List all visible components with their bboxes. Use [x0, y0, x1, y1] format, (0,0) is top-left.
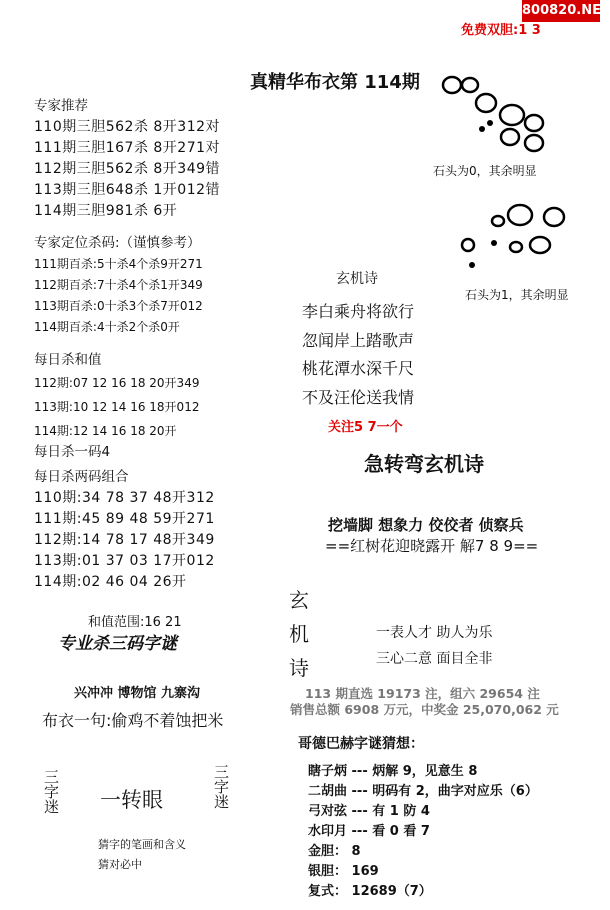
sum-range: 和值范围:16 21 — [88, 615, 182, 630]
position-kill-item: 112期百杀:7十杀4个杀1开349 — [34, 278, 203, 292]
poem-line: 不及汪伦送我情 — [302, 387, 415, 407]
goethe-item: 瞎子炳 --- 炳解 9，见意生 8 — [308, 764, 478, 779]
expert-item: 113期三胆648杀 1开012错 — [34, 182, 221, 198]
three-riddle-center: 一转眼 — [100, 788, 163, 812]
site-badge[interactable]: 800820.NET — [522, 0, 600, 22]
goethe-item: 银胆： 169 — [308, 864, 379, 879]
poem-line: 忽闻岸上踏歌声 — [302, 330, 415, 350]
daily-two-item: 110期:34 78 37 48开312 — [34, 490, 215, 506]
keywords-line: 挖墙脚 想象力 佼佼者 侦察兵 — [328, 516, 524, 534]
stat-line: 销售总额 6908 万元，中奖金 25,070,062 元 — [290, 702, 559, 717]
stat-line: 113 期直选 19173 注，组六 29654 注 — [305, 686, 540, 701]
goethe-item: 二胡曲 --- 明码有 2，曲字对应乐（6） — [308, 784, 538, 799]
daily-sum-heading: 每日杀和值 — [34, 352, 102, 368]
free-pick: 免费双胆:1 3 — [461, 23, 541, 38]
daily-two-item: 114期:02 46 04 26开 — [34, 574, 187, 590]
poem-line: 李白乘舟将欲行 — [302, 302, 415, 321]
daily-sum-item: 113期:10 12 14 16 18开012 — [34, 400, 200, 414]
xuanji-line: 三心二意 面目全非 — [376, 651, 493, 667]
daily-two-item: 113期:01 37 03 17开012 — [34, 553, 215, 569]
follow-note: 关注5 7一个 — [328, 420, 403, 435]
poem-body — [302, 298, 414, 412]
daily-two-item: 111期:45 89 48 59开271 — [34, 511, 215, 527]
xuanji-vertical: 玄机诗 — [289, 588, 309, 680]
expert-item: 111期三胆167杀 8开271对 — [34, 140, 221, 156]
three-riddle-hint: 猜字的笔画和含义 — [98, 838, 186, 851]
poem-line: 桃花潭水深千尺 — [302, 359, 415, 378]
daily-sum-item: 114期:12 14 16 18 20开 — [34, 424, 177, 438]
position-kill-heading: 专家定位杀码:（谨慎参考） — [34, 235, 201, 251]
daily-two-item: 112期:14 78 17 48开349 — [34, 532, 215, 548]
pro-riddle-title: 专业杀三码字谜 — [58, 634, 177, 654]
stone-icon — [443, 77, 543, 151]
expert-item: 114期三胆981杀 6开 — [34, 203, 178, 219]
position-kill-item: 114期百杀:4十杀2个杀0开 — [34, 320, 180, 334]
keywords-solution: ==红树花迎晓露开 解7 8 9== — [325, 537, 539, 555]
daily-sum-section — [34, 350, 199, 443]
expert-item: 112期三胆562杀 8开349错 — [34, 161, 221, 177]
goethe-item: 弓对弦 --- 有 1 防 4 — [308, 804, 430, 819]
daily-two-heading: 每日杀两码组合 — [34, 469, 129, 485]
expert-item: 110期三胆562杀 8开312对 — [34, 119, 221, 135]
xuanji-line: 一表人才 助人为乐 — [376, 625, 493, 641]
three-riddle-hint: 猜对必中 — [98, 858, 142, 871]
goethe-list — [308, 762, 538, 902]
three-riddle-side-left: 三字迷 — [44, 768, 60, 816]
stone-caption-1: 石头为1，其余明显 — [465, 288, 569, 302]
three-riddle-side-right: 三字迷 — [214, 763, 230, 811]
goethe-item: 复式： 12689（7） — [308, 884, 432, 899]
daily-one-text: 每日杀一码4 — [34, 444, 111, 460]
stone-icon — [462, 205, 564, 253]
stone-caption-0: 石头为0，其余明显 — [433, 164, 537, 178]
daily-two-section — [34, 467, 215, 593]
stone-icon — [479, 120, 493, 132]
stone-picture-0 — [438, 75, 558, 155]
goethe-heading: 哥德巴赫字谜猜想： — [298, 736, 424, 752]
stone-picture-1 — [458, 195, 578, 275]
expert-section — [34, 96, 220, 222]
xing-chong-line: 兴冲冲 博物馆 九寨沟 — [74, 686, 201, 701]
page-title: 真精华布衣第 114期 — [250, 72, 420, 93]
position-kill-item: 113期百杀:0十杀3个杀7开012 — [34, 299, 203, 313]
position-kill-item: 111期百杀:5十杀4个杀9开271 — [34, 257, 203, 271]
position-kill-section — [34, 233, 203, 338]
daily-one — [34, 442, 110, 463]
poem-title: 玄机诗 — [336, 271, 378, 287]
turn-title: 急转弯玄机诗 — [364, 452, 484, 476]
daily-sum-item: 112期:07 12 16 18 20开349 — [34, 376, 200, 390]
buyi-line: 布衣一句:偷鸡不着蚀把米 — [42, 711, 224, 730]
goethe-item: 金胆： 8 — [308, 844, 361, 859]
goethe-item: 水印月 --- 看 0 看 7 — [308, 824, 430, 839]
expert-heading: 专家推荐 — [34, 98, 88, 114]
